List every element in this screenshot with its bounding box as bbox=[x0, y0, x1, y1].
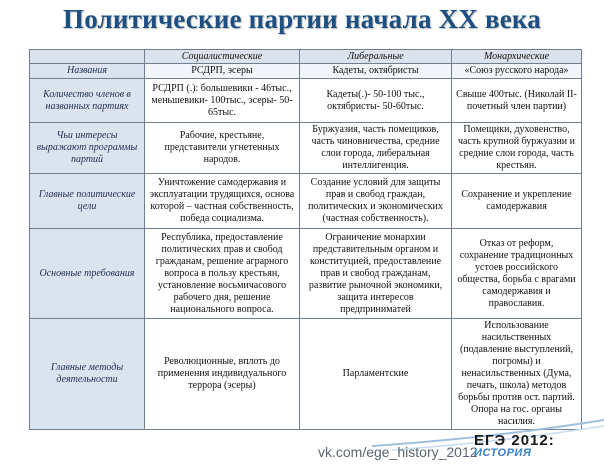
header-corner bbox=[30, 50, 145, 64]
ege-logo-bottom: ИСТОРИЯ bbox=[474, 447, 532, 459]
cell-socialist: РСДРП (.): большевики - 46тыс., меньшевики- 100тыс., эсеры- 50-65тыс. bbox=[145, 79, 300, 123]
cell-socialist: Уничтожение самодержавия и эксплуатации трудящихся, основа которой – частная собственность, победа социализма. bbox=[145, 174, 300, 229]
table-row bbox=[30, 123, 582, 174]
cell-monarchist: Свыше 400тыс. (Николай II- почетный член партии) bbox=[452, 79, 582, 123]
cell-liberal: Буржуазия, часть помещиков, часть чиновничества, средние слои города, либеральная интеллигенция. bbox=[300, 123, 452, 174]
cell-liberal: Ограничение монархии представительным органом и конституцией, предоставление прав и свобод гражданам, развитие рыночной экономики, защита интересов предприниматей bbox=[300, 229, 452, 319]
vk-link[interactable]: vk.com/ege_history_2012 bbox=[318, 444, 478, 460]
table-row bbox=[30, 64, 582, 79]
table-row bbox=[30, 79, 582, 123]
table-row bbox=[30, 229, 582, 319]
table-header-row bbox=[30, 50, 582, 64]
cell-monarchist: Использование насильственных (подавление выступлений, погромы) и ненасильственных (Дума, печать, школа) методов борьбы против ост. партий. Опора на гос. органы насилия. bbox=[452, 319, 582, 430]
cell-socialist: Рабочие, крестьяне, представители угнетенных народов. bbox=[145, 123, 300, 174]
cell-liberal: Кадеты(.)- 50-100 тыс., октябристы- 50-60тыс. bbox=[300, 79, 452, 123]
table-row bbox=[30, 174, 582, 229]
cell-monarchist: Помещики, духовенство, часть крупной буржуазии и средние слои города, часть крестьян. bbox=[452, 123, 582, 174]
cell-monarchist: «Союз русского народа» bbox=[452, 64, 582, 79]
cell-liberal: Парламентские bbox=[300, 319, 452, 430]
cell-socialist: Республика, предоставление политических прав и свобод гражданам, решение аграрного вопроса в пользу крестьян, установление восьмичасового рабочего дня, решение национального вопроса. bbox=[145, 229, 300, 319]
cell-liberal: Создание условий для защиты прав и свобод граждан, политических и экономических (частная собственность). bbox=[300, 174, 452, 229]
cell-monarchist: Сохранение и укрепление самодержавия bbox=[452, 174, 582, 229]
parties-table bbox=[29, 49, 582, 430]
ege-logo-top: ЕГЭ 2012: bbox=[474, 432, 555, 449]
row-head-methods: Главные методы деятельности bbox=[30, 319, 145, 430]
header-socialist: Социалистические bbox=[145, 50, 300, 64]
row-head-interests: Чьи интересы выражают программы партий bbox=[30, 123, 145, 174]
row-head-demands: Основные требования bbox=[30, 229, 145, 319]
header-liberal: Либеральные bbox=[300, 50, 452, 64]
row-head-goals: Главные политические цели bbox=[30, 174, 145, 229]
header-monarchist: Монархические bbox=[452, 50, 582, 64]
row-head-names: Названия bbox=[30, 64, 145, 79]
cell-socialist: Революционные, вплоть до применения индивидуального террора (эсеры) bbox=[145, 319, 300, 430]
page-title: Политические партии начала XX века bbox=[63, 4, 541, 34]
table-row bbox=[30, 319, 582, 430]
row-head-members: Количество членов в названных партиях bbox=[30, 79, 145, 123]
cell-monarchist: Отказ от реформ, сохранение традиционных устоев российского общества, борьба с врагами самодержавия и православия. bbox=[452, 229, 582, 319]
ege-logo bbox=[474, 432, 584, 464]
cell-liberal: Кадеты, октябристы bbox=[300, 64, 452, 79]
cell-socialist: РСДРП, эсеры bbox=[145, 64, 300, 79]
